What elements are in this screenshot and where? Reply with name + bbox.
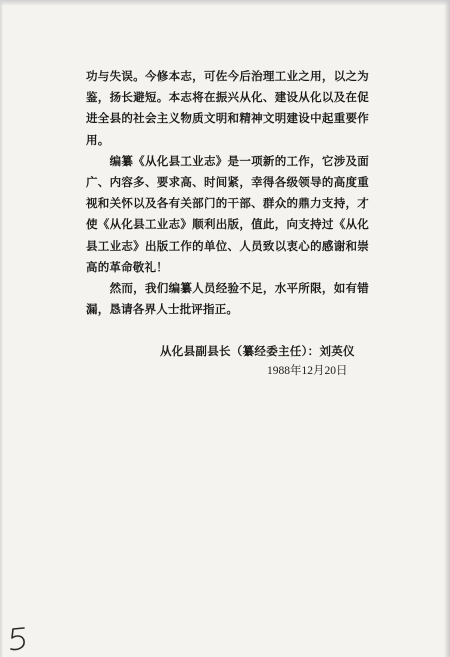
paragraph-1: 功与失误。今修本志，可佐今后治理工业之用，以之为鉴，扬长避短。本志将在振兴从化、建设从化以及在促进全县的社会主义物质文明和精神文明建设中起重要作用。 — [86, 69, 369, 147]
signature-line: 从化县副县长（纂经委主任）：刘英仪 — [160, 344, 355, 358]
scan-edge-top — [0, 0, 450, 6]
scan-edge-right — [444, 0, 450, 657]
date-line: 1988年12月20日 — [267, 365, 348, 377]
paragraph-2: 编纂《从化县工业志》是一项新的工作，它涉及面广、内容多、要求高、时间紧，幸得各级领导的高度重视和关怀以及各有关部门的干部、群众的鼎力支持，才使《从化县工业志》顺利出版，值此，向支持过《从化县工业志》出版工作的单位、人员致以衷心的感谢和崇高的革命敬礼！ — [86, 153, 369, 274]
scan-edge-left — [0, 0, 3, 657]
body-text — [86, 66, 369, 320]
handwritten-page-number — [6, 624, 30, 654]
paragraph-3: 然而，我们编纂人员经验不足，水平所限，如有错漏，恳请各界人士批评指正。 — [86, 281, 369, 317]
